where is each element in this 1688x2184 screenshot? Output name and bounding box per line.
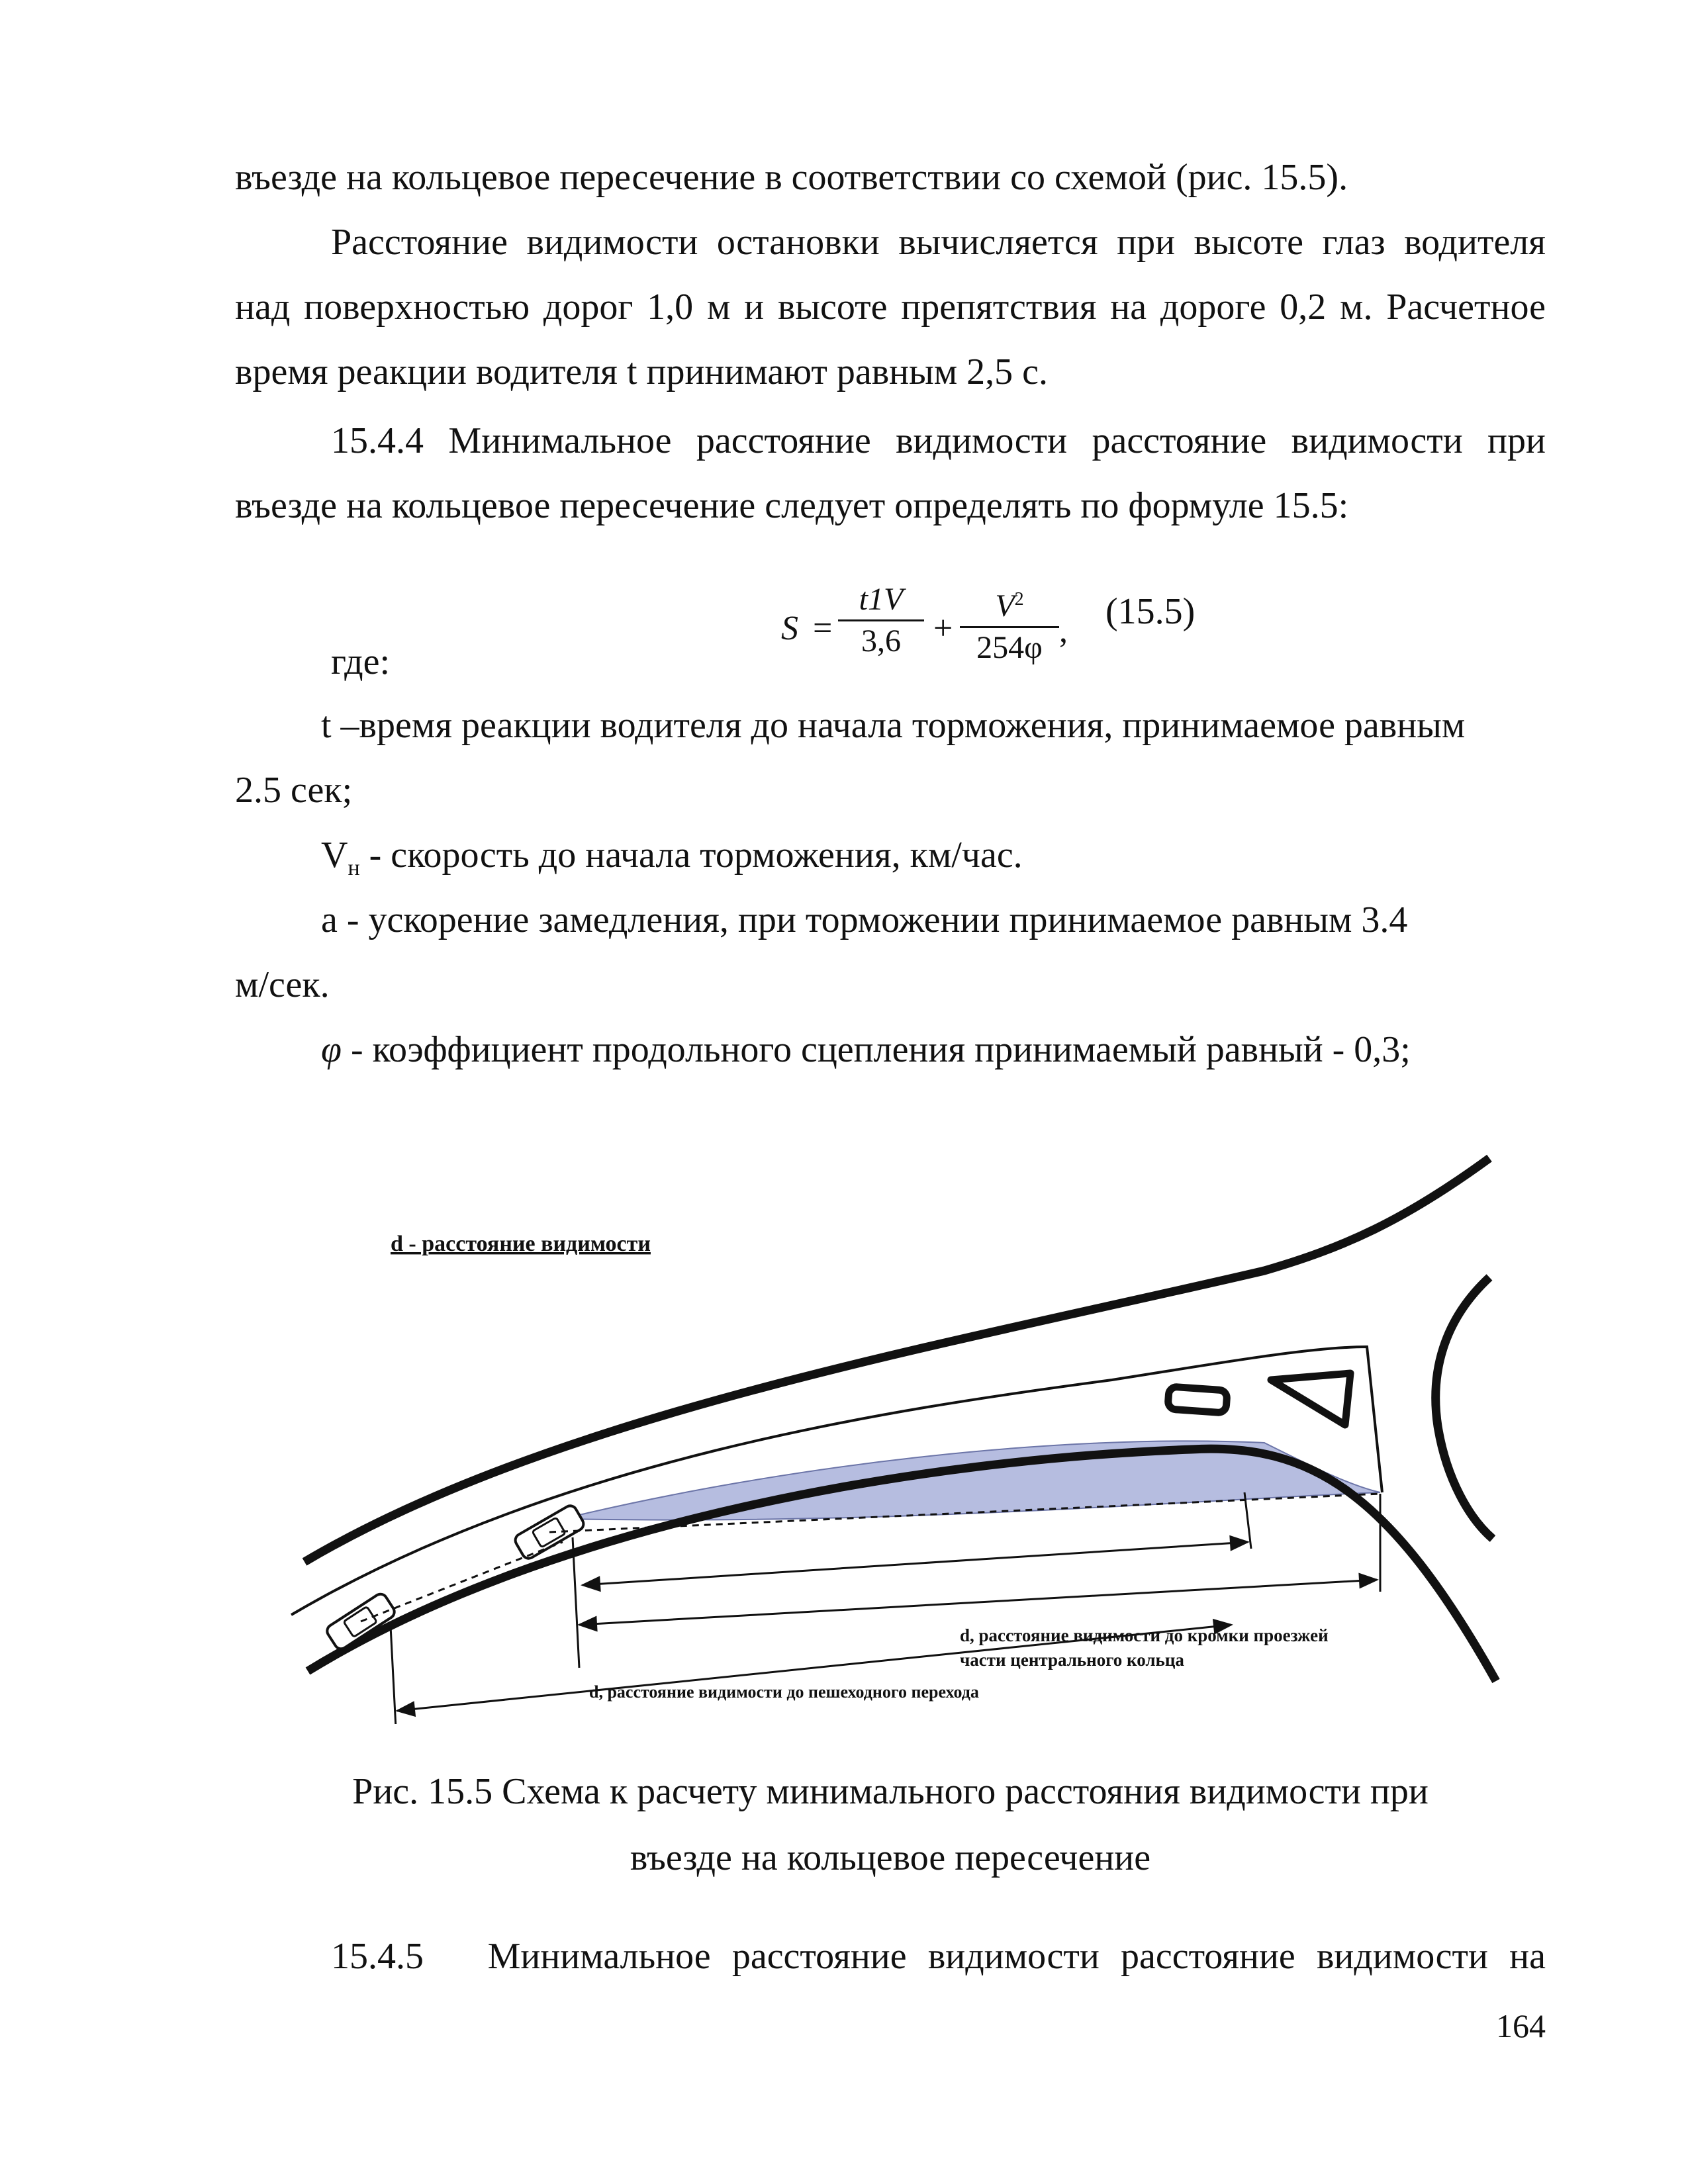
dimension-extension — [391, 1626, 397, 1724]
definition-phi-text: - коэффициент продольного сцепления принимаемый равный - 0,3; — [341, 1029, 1411, 1070]
page-number: 164 — [1496, 2007, 1546, 2044]
central-ring-arc — [1436, 1277, 1493, 1539]
paragraph-line: время реакции водителя t принимают равным 2,5 с. — [235, 351, 1049, 392]
label-crossing-distance: d, расстояние видимости до пешеходного перехода — [589, 1682, 979, 1702]
paragraph-line: въезде на кольцевое пересечение следует определять по формуле 15.5: — [235, 485, 1349, 526]
definition-v-text: - скорость до начала торможения, км/час. — [359, 835, 1023, 876]
formula-15-5 — [774, 576, 1238, 675]
definition-v-symbol: V — [321, 835, 348, 876]
definition-v-subscript: н — [348, 856, 360, 881]
dimension-extension — [573, 1537, 579, 1668]
definition-t: t –время реакции водителя до начала торможения, принимаемое равным — [321, 705, 1466, 746]
formula-plus: + — [933, 610, 953, 647]
formula-equals: = — [813, 610, 833, 647]
formula-exponent: 2 — [1014, 589, 1024, 610]
definition-t-cont: 2.5 сек; — [235, 770, 353, 811]
paragraph-line: Расстояние видимости остановки вычисляется при высоте глаз водителя — [331, 222, 1546, 263]
figure-caption-line-2: въезде на кольцевое пересечение — [630, 1837, 1151, 1878]
label-ring-distance-cont: части центрального кольца — [960, 1650, 1184, 1670]
formula-fraction-2 — [960, 581, 1059, 666]
definition-phi — [321, 1026, 1411, 1073]
text-line: въезде на кольцевое пересечение в соответствии со схемой (рис. 15.5). — [235, 157, 1348, 198]
formula-comma: , — [1059, 612, 1068, 650]
section-heading-line: 15.4.4 Минимальное расстояние видимости расстояние видимости при — [331, 420, 1546, 461]
definition-v — [321, 831, 1023, 892]
where-label: где: — [331, 641, 391, 682]
section-heading-line: 15.4.5 Минимальное расстояние видимости расстояние видимости на — [331, 1936, 1546, 1977]
splitter-island — [1271, 1373, 1350, 1425]
dimension-arrow-ring — [579, 1580, 1377, 1625]
definition-phi-symbol: φ — [321, 1029, 342, 1070]
formula-lhs: S — [781, 610, 798, 647]
label-ring-distance: d, расстояние видимости до кромки проезжей — [960, 1625, 1329, 1645]
formula-frac2-numerator: V — [995, 588, 1015, 623]
formula-frac2-denominator: 254φ — [976, 630, 1043, 665]
formula-fraction-1 — [838, 581, 924, 660]
formula-number: (15.5) — [1105, 591, 1196, 632]
formula-frac1-numerator: t1V — [859, 582, 904, 617]
figure-caption-line-1: Рис. 15.5 Схема к расчету минимального расстояния видимости при — [352, 1771, 1429, 1812]
dimension-extension — [1244, 1492, 1251, 1549]
paragraph-line: над поверхностью дорог 1,0 м и высоте препятствия на дороге 0,2 м. Расчетное — [235, 287, 1546, 328]
dimension-arrow-ring-short — [583, 1542, 1248, 1585]
splitter-island — [1168, 1387, 1227, 1413]
figure-legend: d - расстояние видимости — [391, 1232, 651, 1256]
formula-frac1-denominator: 3,6 — [861, 623, 901, 659]
sight-distance-diagram — [278, 1148, 1503, 1724]
definition-a-cont: м/сек. — [235, 964, 330, 1005]
definition-a: a - ускорение замедления, при торможении принимаемое равным 3.4 — [321, 899, 1408, 940]
